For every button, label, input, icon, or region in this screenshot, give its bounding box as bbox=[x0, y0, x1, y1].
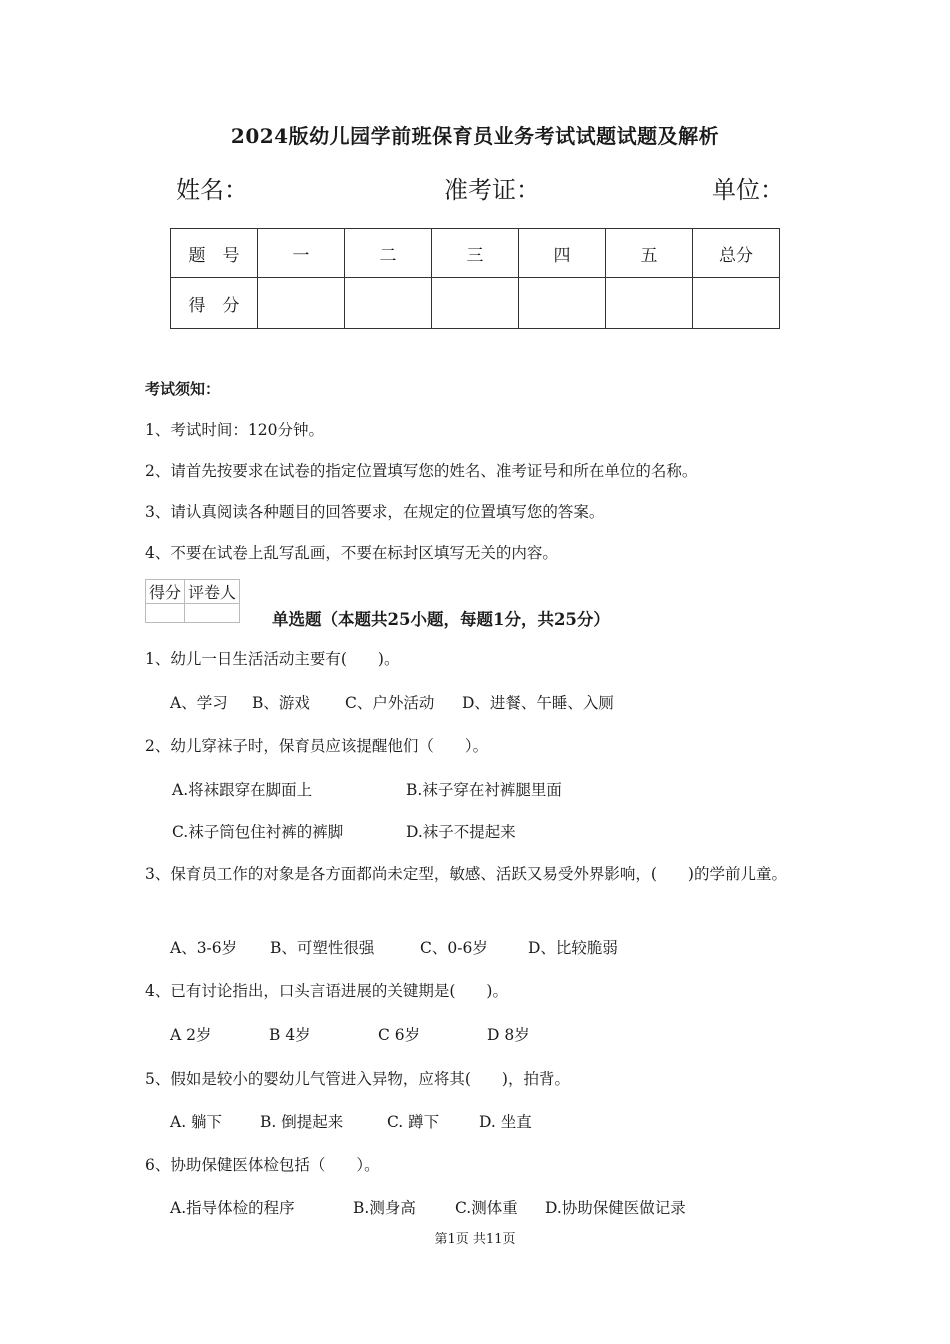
question-option: D、比较脆弱 bbox=[528, 939, 618, 957]
question-option: C.袜子筒包住衬裤的裤脚 bbox=[172, 823, 344, 841]
question-option: C、0-6岁 bbox=[420, 939, 488, 957]
notice-item: 4、不要在试卷上乱写乱画，不要在标封区填写无关的内容。 bbox=[145, 544, 558, 562]
question-option: B 4岁 bbox=[269, 1026, 311, 1044]
section-title: 单选题（本题共25小题，每题1分，共25分） bbox=[272, 610, 610, 629]
question-option: C.测体重 bbox=[455, 1199, 518, 1217]
question-option: A、学习 bbox=[170, 694, 228, 712]
score-header-cell: 一 bbox=[258, 229, 345, 278]
page-footer: 第1页 共11页 bbox=[434, 1232, 516, 1247]
question-text: 5、假如是较小的婴幼儿气管进入异物，应将其( )，拍背。 bbox=[145, 1070, 570, 1088]
score-input-cell[interactable] bbox=[519, 278, 606, 329]
score-input-cell[interactable] bbox=[606, 278, 693, 329]
question-option: C 6岁 bbox=[378, 1026, 421, 1044]
question-option: B.袜子穿在衬裤腿里面 bbox=[406, 781, 562, 799]
question-option: D.袜子不提起来 bbox=[406, 823, 516, 841]
score-input-cell[interactable] bbox=[345, 278, 432, 329]
question-text: 4、已有讨论指出，口头言语进展的关键期是( )。 bbox=[145, 982, 508, 1000]
document-title: 2024版幼儿园学前班保育员业务考试试题试题及解析 bbox=[230, 124, 720, 148]
question-option: C、户外活动 bbox=[345, 694, 435, 712]
question-option: A.将袜跟穿在脚面上 bbox=[172, 781, 313, 799]
notice-item: 2、请首先按要求在试卷的指定位置填写您的姓名、准考证号和所在单位的名称。 bbox=[145, 462, 698, 480]
question-option: D. 坐直 bbox=[479, 1113, 532, 1131]
exam-id-field-label: 准考证： bbox=[444, 176, 540, 204]
grader-reviewer-cell[interactable] bbox=[185, 604, 240, 623]
score-input-cell[interactable] bbox=[258, 278, 345, 329]
question-option: A 2岁 bbox=[170, 1026, 212, 1044]
notice-title: 考试须知： bbox=[145, 380, 221, 398]
question-text: 3、保育员工作的对象是各方面都尚未定型，敏感、活跃又易受外界影响，( )的学前儿童。 bbox=[145, 865, 787, 883]
score-input-cell[interactable] bbox=[432, 278, 519, 329]
score-header-cell: 总分 bbox=[693, 229, 780, 278]
question-option: B.测身高 bbox=[353, 1199, 416, 1217]
score-table-header-row bbox=[171, 229, 780, 278]
score-header-cell: 二 bbox=[345, 229, 432, 278]
score-header-cell: 三 bbox=[432, 229, 519, 278]
name-field-label: 姓名： bbox=[176, 176, 248, 204]
question-text: 2、幼儿穿袜子时，保育员应该提醒他们（ ）。 bbox=[145, 737, 489, 755]
score-table-score-row bbox=[171, 278, 780, 329]
score-header-cell: 四 bbox=[519, 229, 606, 278]
score-table bbox=[170, 228, 780, 329]
question-option: D、进餐、午睡、入厕 bbox=[462, 694, 614, 712]
question-option: A. 躺下 bbox=[170, 1113, 223, 1131]
question-option: C. 蹲下 bbox=[387, 1113, 440, 1131]
unit-field-label: 单位： bbox=[712, 176, 784, 204]
question-option: D 8岁 bbox=[487, 1026, 530, 1044]
question-text: 6、协助保健医体检包括（ ）。 bbox=[145, 1156, 380, 1174]
grader-score-cell[interactable] bbox=[146, 604, 185, 623]
question-option: B. 倒提起来 bbox=[260, 1113, 344, 1131]
grader-score-label: 得分 bbox=[146, 580, 185, 604]
question-option: A.指导体检的程序 bbox=[170, 1199, 295, 1217]
notice-item: 1、考试时间：120分钟。 bbox=[145, 421, 324, 439]
score-header-cell: 题 号 bbox=[171, 229, 258, 278]
notice-item: 3、请认真阅读各种题目的回答要求，在规定的位置填写您的答案。 bbox=[145, 503, 605, 521]
score-header-cell: 五 bbox=[606, 229, 693, 278]
grader-reviewer-label: 评卷人 bbox=[185, 580, 240, 604]
question-option: D.协助保健医做记录 bbox=[545, 1199, 686, 1217]
question-text: 1、幼儿一日生活活动主要有( )。 bbox=[145, 650, 400, 668]
question-option: A、3-6岁 bbox=[170, 939, 238, 957]
score-row-label: 得 分 bbox=[171, 278, 258, 329]
score-input-cell[interactable] bbox=[693, 278, 780, 329]
question-option: B、游戏 bbox=[252, 694, 310, 712]
question-option: B、可塑性很强 bbox=[270, 939, 375, 957]
grader-box bbox=[145, 579, 240, 623]
